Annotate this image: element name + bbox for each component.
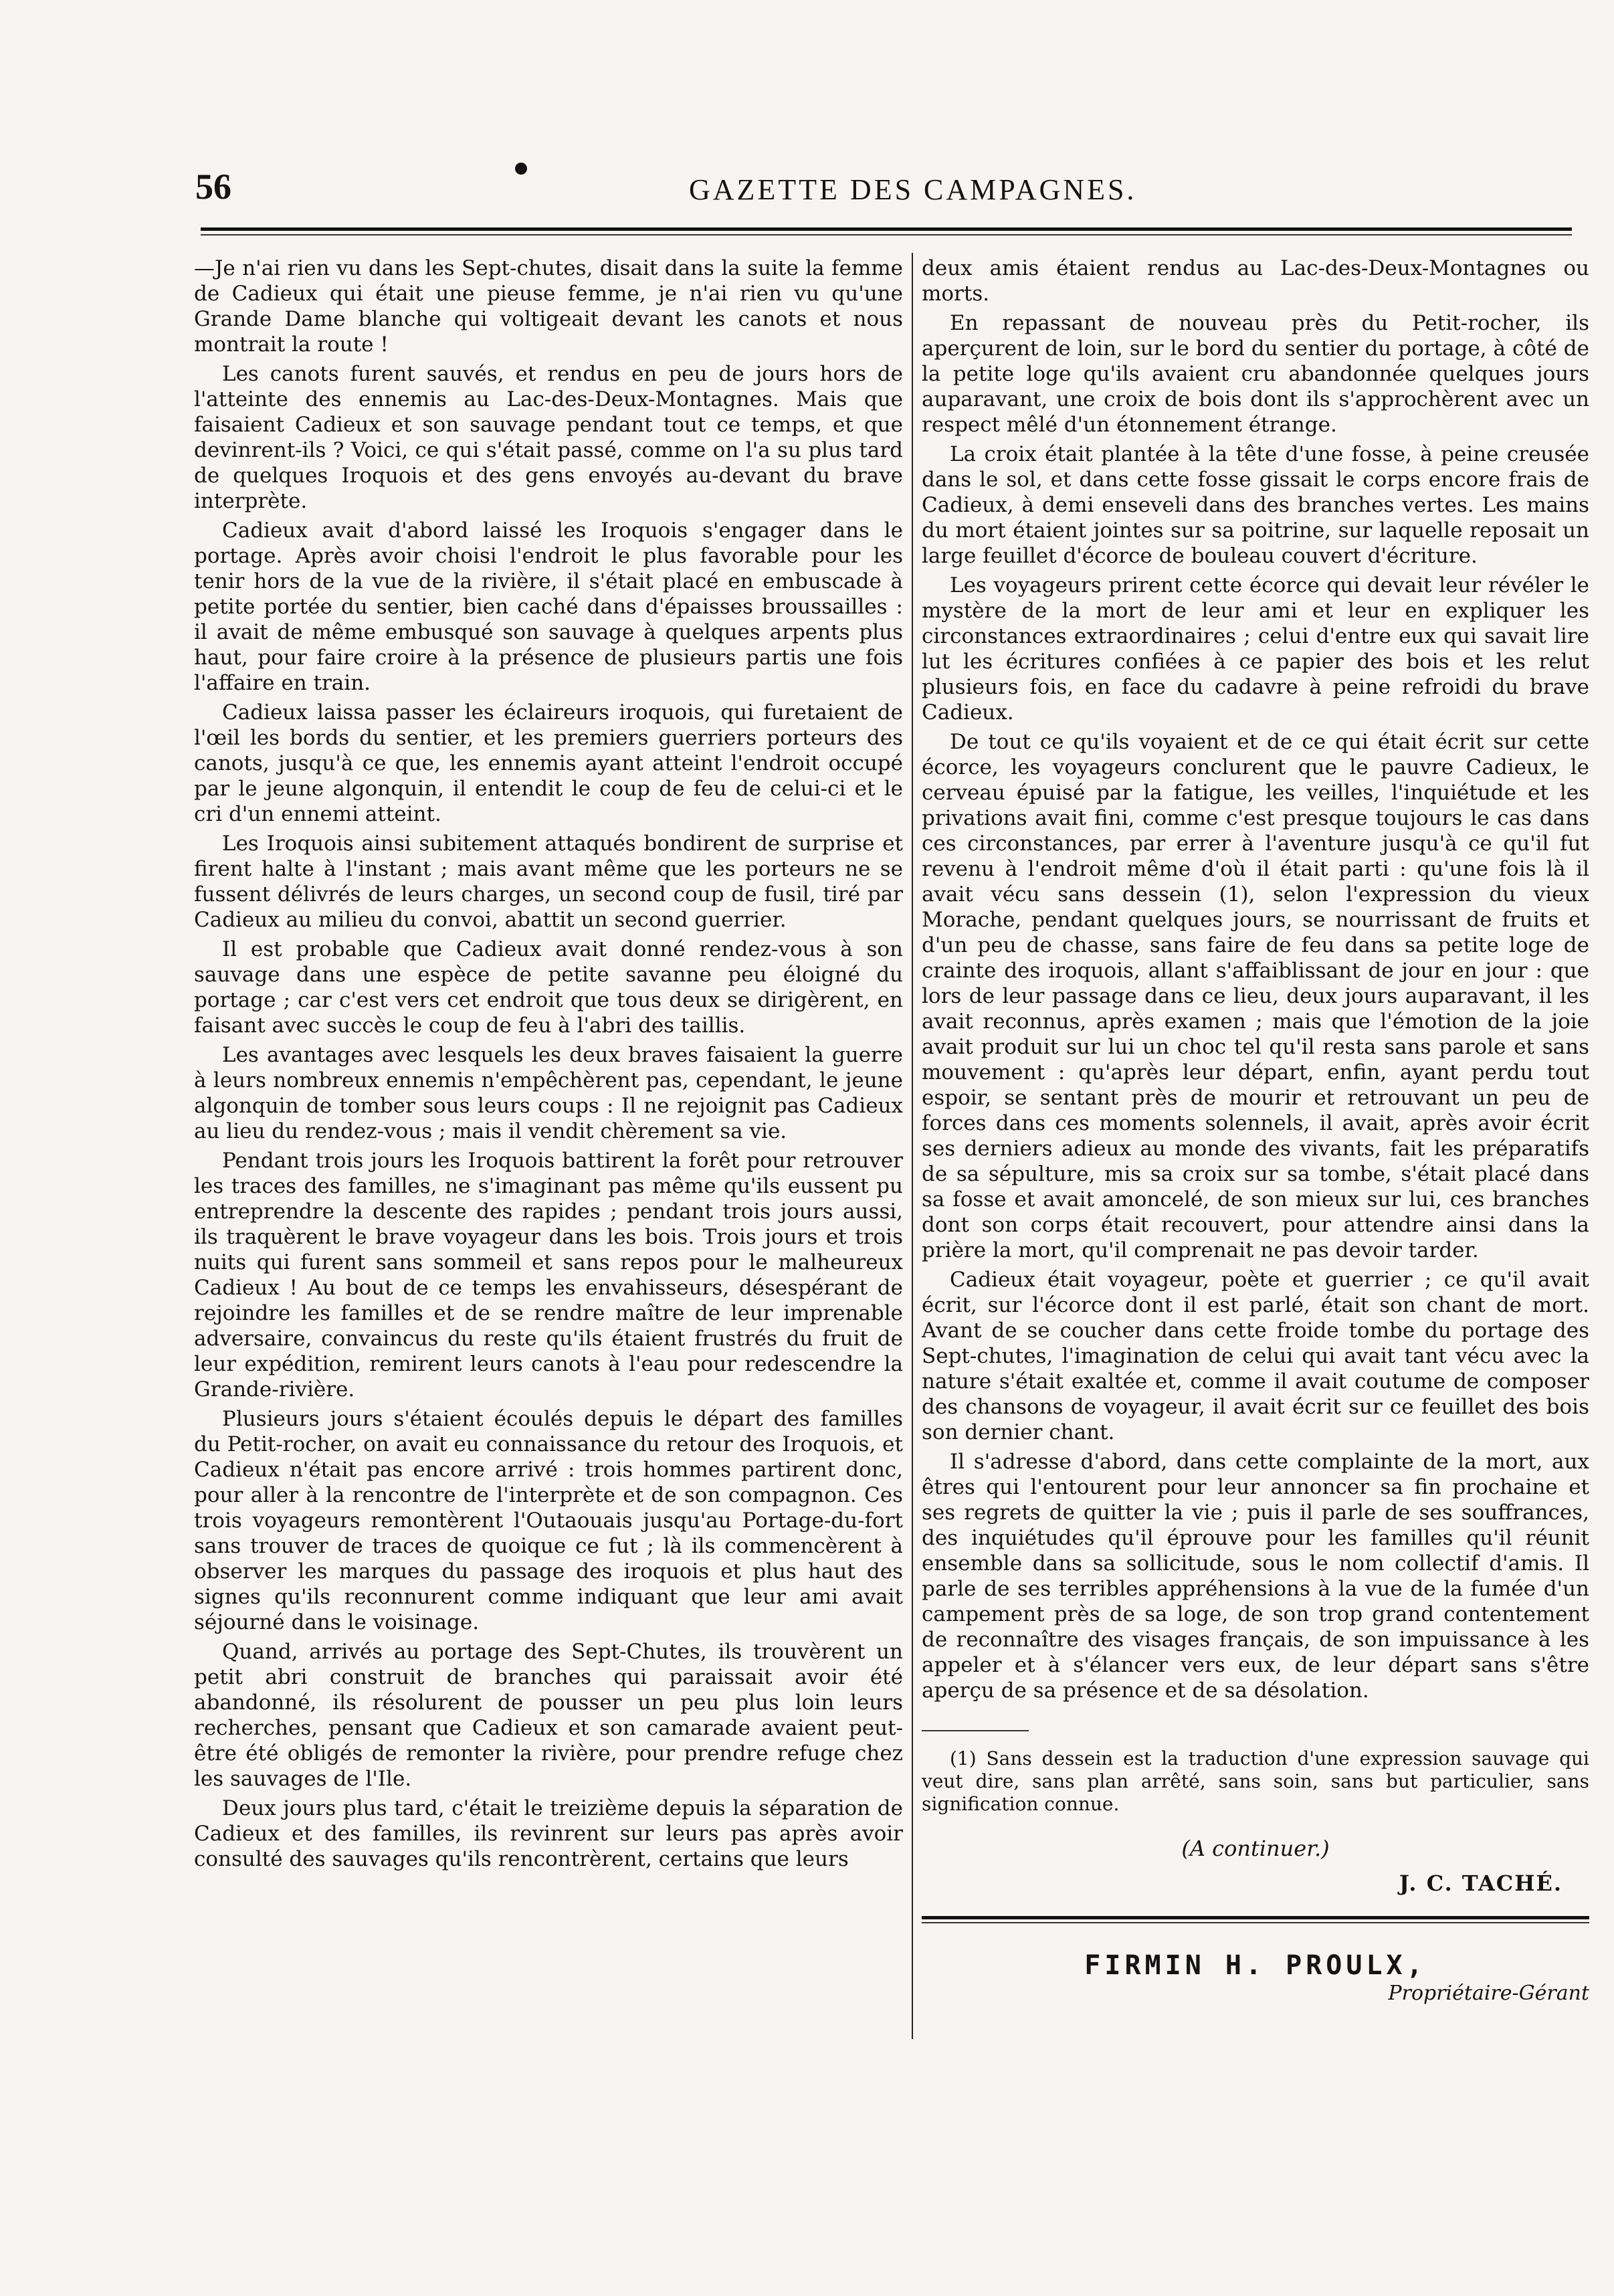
masthead-title: GAZETTE DES CAMPAGNES. [689,173,1137,206]
header-dot [515,163,527,175]
paragraph: Les canots furent sauvés, et rendus en peu de jours hors de l'atteinte des ennemis au Lac-des-Deux-Montagnes. Mais que faisaient Cadieux et son sauvage pendant tout ce temps, et que devinrent-ils ? Voici, ce qui s'était passé, comme on l'a su plus tard de quelques Iroquois et des gens envoyés au-devant du brave interprète. [194,362,903,513]
proprietor-title: Propriétaire-Gérant [1388,1982,1589,2005]
paragraph: deux amis étaient rendus au Lac-des-Deux-Montagnes ou morts. [922,256,1589,306]
footnote: (1) Sans dessein est la traduction d'une expression sauvage qui veut dire, sans plan arrêté, sans soin, sans but particulier, sans signification connue. [922,1747,1589,1815]
paragraph: Cadieux était voyageur, poète et guerrier ; ce qu'il avait écrit, sur l'écorce dont il est parlé, était son chant de mort. Avant de se coucher dans cette froide tombe du portage des Sept-chutes, l'imagination de celui qui avait tant vécu avec la nature s'était exaltée et, comme il avait coutume de composer des chansons de voyageur, il avait écrit sur ce feuillet des bois son dernier chant. [922,1268,1589,1444]
paragraph: Plusieurs jours s'étaient écoulés depuis le départ des familles du Petit-rocher, on avait eu connaissance du retour des Iroquois, et Cadieux n'était pas encore arrivé : trois hommes partirent donc, pour aller à la rencontre de l'interprète et de son compagnon. Ces trois voyageurs remontèrent l'Outaouais jusqu'au Portage-du-fort sans trouver de traces de quoique ce fut ; là ils commencèrent à observer les marques du passage des iroquois et plus haut des signes qu'ils reconnurent comme indiquant que leur ami avait séjourné dans le voisinage. [194,1407,903,1634]
paragraph: Cadieux avait d'abord laissé les Iroquois s'engager dans le portage. Après avoir choisi l'endroit le plus favorable pour les tenir hors de la vue de la rivière, il s'était placé en embuscade à petite portée du sentier, bien caché dans d'épaisses broussailles : il avait de même embusqué son sauvage à quelques arpents plus haut, pour faire croire à la présence de plusieurs partis une fois l'affaire en train. [194,518,903,695]
paragraph: Les Iroquois ainsi subitement attaqués bondirent de surprise et firent halte à l'instant ; mais avant même que les porteurs ne se fussent délivrés de leurs charges, un second coup de fusil, tiré par Cadieux au milieu du convoi, abattit un second guerrier. [194,832,903,932]
continuation-note: (A continuer.) [1181,1836,1330,1861]
paragraph: Pendant trois jours les Iroquois battirent la forêt pour retrouver les traces des familles, ne s'imaginant pas même qu'ils eussent pu entreprendre la descente des rapides ; pendant trois jours aussi, ils traquèrent le brave voyageur dans les bois. Trois jours et trois nuits qui furent sans sommeil et sans repos pour le malheureux Cadieux ! Au bout de ce temps les envahisseurs, désespérant de rejoindre les familles et de se rendre maître de leur imprenable adversaire, convaincus du reste qu'ils étaient frustrés du fruit de leur expédition, remirent leurs canots à l'eau pour redescendre la Grande-rivière. [194,1149,903,1402]
paragraph: Il s'adresse d'abord, dans cette complainte de la mort, aux êtres qui l'entourent pour leur annoncer sa fin prochaine et ses regrets de quitter la vie ; puis il parle de ses souffrances, des inquiétudes qu'il éprouve pour les familles qu'il réunit ensemble dans sa sollicitude, sous le nom collectif d'amis. Il parle de ses terribles appréhensions à la vue de la fumée d'un campement près de sa loge, de son trop grand contentement de reconnaître des visages français, de son impuissance à les appeler et à s'élancer vers eux, de leur départ sans s'être aperçu de sa présence et de sa désolation. [922,1450,1589,1703]
closing-rule [922,1916,1589,1919]
author-signature: J. C. TACHÉ. [1399,1871,1562,1896]
header-rule-thin [201,234,1572,235]
paragraph: Deux jours plus tard, c'était le treizième depuis la séparation de Cadieux et des familles, ils revinrent sur leurs pas après avoir consulté des sauvages qu'ils rencontrèrent, certains que leurs [194,1796,903,1871]
left-column [194,256,903,1876]
paragraph: En repassant de nouveau près du Petit-rocher, ils aperçurent de loin, sur le bord du sentier du portage, à côté de la petite loge qu'ils avaient cru abandonnée quelques jours auparavant, une croix de bois dont ils s'approchèrent avec un respect mêlé d'un étonnement étrange. [922,311,1589,437]
paragraph: De tout ce qu'ils voyaient et de ce qui était écrit sur cette écorce, les voyageurs conclurent que le pauvre Cadieux, le cerveau épuisé par la fatigue, les veilles, l'inquiétude et les privations avait fini, comme c'est presque toujours le cas dans ces circonstances, par errer à l'aventure jusqu'à ce qu'il fut revenu à l'endroit même d'où il était parti : qu'une fois là il avait vécu sans dessein (1), selon l'expression du vieux Morache, pendant quelques jours, se nourrissant de fruits et d'un peu de chasse, sans faire de feu dans sa petite loge de crainte des iroquois, allant s'affaiblissant de jour en jour : que lors de leur passage dans ce lieu, deux jours auparavant, il les avait reconnus, après examen ; mais que l'émotion de la joie avait produit sur lui un choc tel qu'il resta sans parole et sans mouvement : qu'après leur départ, enfin, ayant perdu tout espoir, se sentant près de mourir et retrouvant un peu de forces dans ces moments solennels, il avait, après avoir écrit ses derniers adieux au monde des vivants, fait les préparatifs de sa sépulture, mis sa croix sur sa tombe, s'était placé dans sa fosse et avait amoncelé, de son mieux sur lui, ces branches dont son corps était recouvert, pour attendre ainsi dans la prière la mort, qu'il comprenait ne pas devoir tarder. [922,730,1589,1262]
column-divider [912,253,913,2039]
paragraph: Les avantages avec lesquels les deux braves faisaient la guerre à leurs nombreux ennemis n'empêchèrent pas, cependant, le jeune algonquin de tomber sous leurs coups : Il ne rejoignit pas Cadieux au lieu du rendez-vous ; mais il vendit chèrement sa vie. [194,1043,903,1143]
header-rule [201,227,1572,231]
paragraph: La croix était plantée à la tête d'une fosse, à peine creusée dans le sol, et dans cette fosse gissait le corps encore frais de Cadieux, à demi enseveli dans des branches vertes. Les mains du mort étaient jointes sur sa poitrine, sur laquelle reposait un large feuillet d'écorce de bouleau couvert d'écriture. [922,442,1589,568]
proprietor-name: FIRMIN H. PROULX, [1084,1950,1427,1981]
paragraph: Quand, arrivés au portage des Sept-Chutes, ils trouvèrent un petit abri construit de branches qui paraissait avoir été abandonné, ils résolurent de pousser un peu plus loin leurs recherches, pensant que Cadieux et son camarade avaient peut-être été obligés de remonter la rivière, pour prendre refuge chez les sauvages de l'Ile. [194,1640,903,1791]
right-column [922,256,1589,2006]
paragraph: Les voyageurs prirent cette écorce qui devait leur révéler le mystère de la mort de leur ami et leur en expliquer les circonstances extraordinaires ; celui d'entre eux qui savait lire lut les écritures confiées à ce papier des bois et les relut plusieurs fois, en face du cadavre à peine refroidi du brave Cadieux. [922,573,1589,725]
paragraph: Cadieux laissa passer les éclaireurs iroquois, qui furetaient de l'œil les bords du sentier, et les premiers guerriers porteurs des canots, jusqu'à ce que, les ennemis ayant atteint l'endroit occupé par le jeune algonquin, il entendit le coup de feu de celui-ci et le cri d'un ennemi atteint. [194,700,903,826]
page-number: 56 [195,167,231,207]
paragraph: —Je n'ai rien vu dans les Sept-chutes, disait dans la suite la femme de Cadieux qui était une pieuse femme, je n'ai rien vu qu'une Grande Dame blanche qui voltigeait devant les canots et nous montrait la route ! [194,256,903,357]
footnote-rule [922,1730,1029,1731]
closing-rule-thin [922,1922,1589,1923]
paragraph: Il est probable que Cadieux avait donné rendez-vous à son sauvage dans une espèce de petite savanne peu éloigné du portage ; car c'est vers cet endroit que tous deux se dirigèrent, en faisant avec succès le coup de feu à l'abri des taillis. [194,937,903,1038]
